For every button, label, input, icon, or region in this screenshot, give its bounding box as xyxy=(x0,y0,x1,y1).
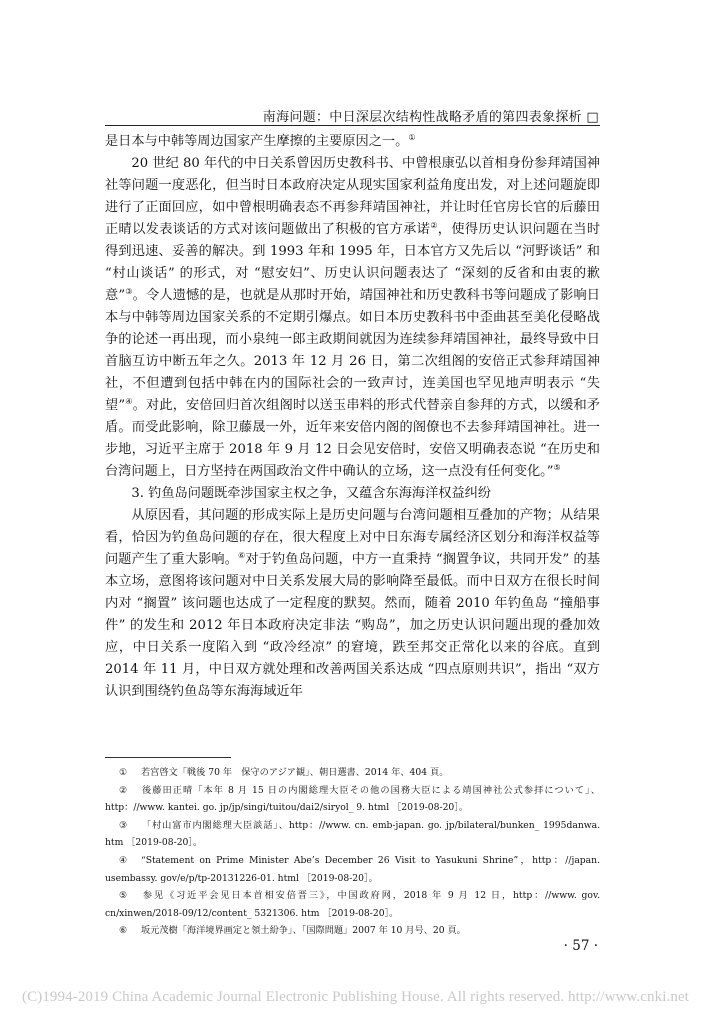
paragraph-2 xyxy=(105,153,600,483)
footnote-ref-5[interactable]: ⑤ xyxy=(553,463,561,472)
footnote-ref-6[interactable]: ⑥ xyxy=(238,551,246,560)
footnote-text: 若宫啓文「戦後 70 年 保守のアジア観」、朝日選書、2014 年、404 頁。 xyxy=(141,767,449,778)
paragraph-3-text-a: 从原因看，其问题的形成实际上是历史问题与台湾问题相互叠加的产物；从结果看，恰因为钓鱼岛问题的存在，很大程度上对中日东海专属经济区划分和海洋权益等问题产生了重大影响。 xyxy=(105,508,600,567)
footnote-text: 参见《习近平会见日本首相安倍晋三》，中国政府网，2018 年 9 月 12 日，http：//www. gov. cn/xinwen/2018-09/12/content_ 5321306. htm ［2019-08-20］。 xyxy=(105,890,600,919)
footnote-text: 坂元茂樹「海洋境界画定と領土紛争」、「国際問題」2007 年 10 月号、20 頁。 xyxy=(141,925,466,937)
paragraph-2-text-b: ，使得历史认识问题在当时得到迅速、妥善的解决。到 1993 年和 1995 年，日本官方又先后以 “河野谈话” 和 “村山谈话” 的形式，对 “慰安妇”、历史认识问题表达了 “深刻的反省和由衷的歉意” xyxy=(105,222,601,303)
header-rule xyxy=(105,125,600,126)
footnote-ref-3[interactable]: ③ xyxy=(125,287,133,296)
page-number: · 57 · xyxy=(563,938,598,954)
paragraph-3-text-b: 对于钓鱼岛问题，中方一直秉持 “搁置争议，共同开发” 的基本立场，意图将该问题对中日关系发展大局的影响降至最低。而中日双方在很长时间内对 “搁置” 该问题也达成了一定程度的默契。然而，随着 2010 年钓鱼岛 “撞船事件” 的发生和 2012 年日本政府决定非法 “购岛”，加之历史认识问题出现的叠加效应，中日关系一度陷入到 “政冷经凉” 的窘境，跌至邦交正常化以来的谷底。直到 2014 年 11 月，中日双方就处理和改善两国关系达成 “四点原则共识”，指出 “双方认识到围绕钓鱼岛等东海海域近年 xyxy=(105,552,601,699)
footnote-mark: ⑤ xyxy=(119,890,128,902)
body-text xyxy=(105,131,600,703)
footnotes xyxy=(105,764,600,940)
footnote-mark: ② xyxy=(119,784,128,796)
footnote-6 xyxy=(105,922,600,940)
paragraph-2-text-a: 20 世纪 80 年代的中日关系曾因历史教科书、中曾根康弘以首相身份参拜靖国神社等问题一度恶化，但当时日本政府决定从现实国家利益角度出发，对上述问题旋即进行了正面回应，如中曾根明确表态不再参拜靖国神社，并让时任官房长官的后藤田正晴以发表谈话的方式对该问题做出了积极的官方承诺 xyxy=(105,156,600,237)
section-heading: 3. 钓鱼岛问题既牵涉国家主权之争，又蕴含东海海洋权益纠纷 xyxy=(131,486,492,501)
footnote-rule xyxy=(105,757,231,758)
footnote-3 xyxy=(105,817,600,852)
footnote-text: 後藤田正晴「本年 8 月 15 日の内閣総理大臣その他の国務大臣による靖国神社公式参拝について」、http：//www. kantei. go. jp/jp/singi/tuitou/dai2/siryol_ 9. html ［2019-08-20］。 xyxy=(105,784,600,814)
copyright-watermark: (C)1994-2019 China Academic Journal Electronic Publishing House. All rights reserved. http://www.cnki.net xyxy=(22,989,689,1005)
footnote-mark: ④ xyxy=(119,854,128,866)
footnote-ref-4[interactable]: ④ xyxy=(125,397,133,406)
paragraph-2-text-c: 。令人遗憾的是，也就是从那时开始，靖国神社和历史教科书等问题成了影响日本与中韩等周边国家关系的不定期引爆点。如日本历史教科书中歪曲甚至美化侵略战争的论述一再出现，而小泉纯一郎主政期间就因为连续参拜靖国神社，最终导致中日首脑互访中断五年之久。2013 年 12 月 26 日，第二次组阁的安倍正式参拜靖国神社，不但遭到包括中韩在内的国际社会的一致声讨，连美国也罕见地声明表示 “失望” xyxy=(105,288,600,413)
footnote-1 xyxy=(105,764,600,782)
footnote-text: 「村山富市内閣総理大臣談話」、http：//www. cn. emb-japan. go. jp/bilateral/bunken_ 1995danwa. htm ［2019-08-20］。 xyxy=(105,819,600,849)
footnote-text: “Statement on Prime Minister Abe’s December 26 Visit to Yasukuni Shrine”，http：//japan. usembassy. gov/e/p/tp-20131226-01. html ［2019-08-20］。 xyxy=(105,854,600,884)
footnote-ref-2[interactable]: ② xyxy=(430,221,438,230)
paragraph-1 xyxy=(105,131,600,153)
running-header: 南海问题：中日深层次结构性战略矛盾的第四表象探析 □ xyxy=(262,110,599,125)
paragraph-2-text-d: 。对此，安倍回归首次组阁时以送玉串料的形式代替亲自参拜的方式，以缓和矛盾。而受此影响，除卫藤晟一外，近年来安倍内阁的阁僚也不去参拜靖国神社。进一步地，习近平主席于 2018 年 9 月 12 日会见安倍时，安倍又明确表态说 “在历史和台湾问题上，日方坚持在两国政治文件中确认的立场，这一点没有任何变化。” xyxy=(105,398,600,479)
footnote-ref-1[interactable]: ① xyxy=(408,133,416,142)
footnote-mark: ③ xyxy=(119,819,128,831)
footnote-mark: ⑥ xyxy=(119,925,128,937)
footnote-2 xyxy=(105,782,600,817)
footnote-5 xyxy=(105,887,600,922)
paragraph-3 xyxy=(105,505,600,703)
footnote-mark: ① xyxy=(119,767,128,778)
footnote-4 xyxy=(105,852,600,887)
paragraph-1-text: 是日本与中韩等周边国家产生摩擦的主要原因之一。 xyxy=(105,134,409,149)
